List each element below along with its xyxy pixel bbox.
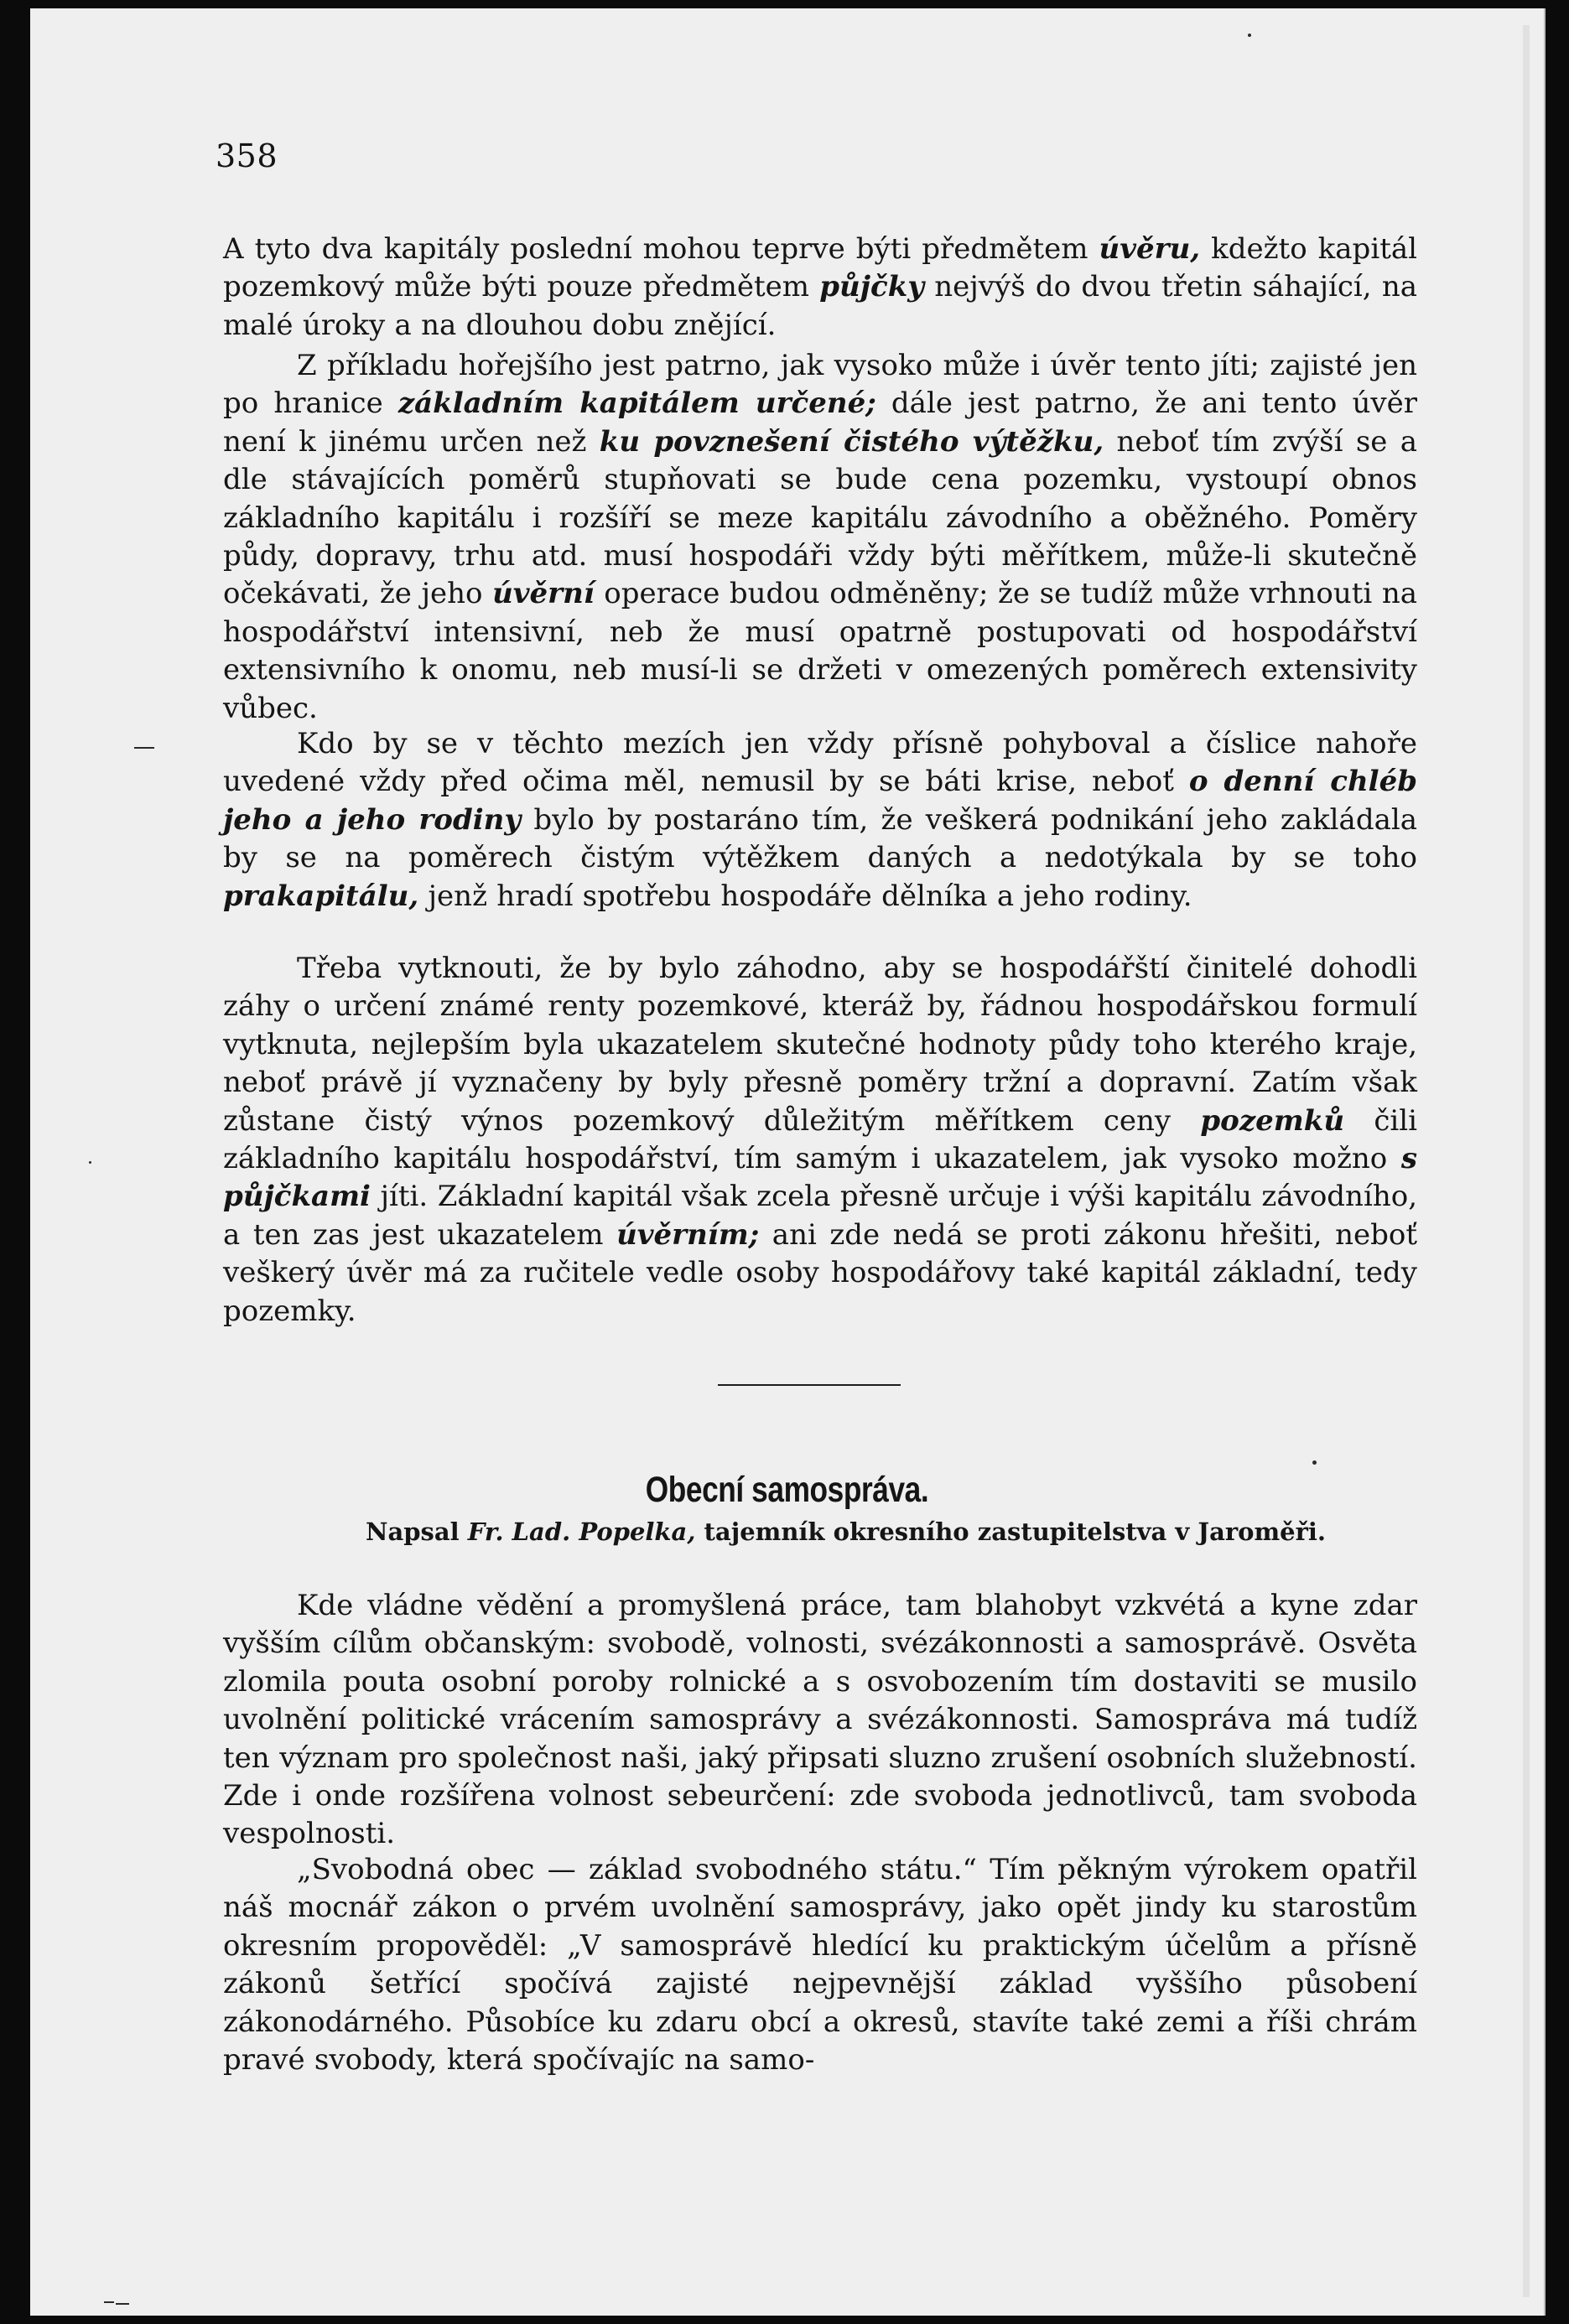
paragraph-2-text-4: operace budou odměněny; že se tudíž může vrhnouti na hospodářství intensivní, neb že musí opatrně postupovati od hospodářství extensivního k onomu, neb musí-li se držeti v omezených poměrech extensivity vůbec. bbox=[223, 577, 1417, 725]
margin-mark bbox=[134, 747, 154, 749]
byline-author: Fr. Lad. Popelka, bbox=[467, 1517, 696, 1546]
paragraph-2-text-2: dále jest patrno, že ani tento úvěr není k jinému určen než bbox=[223, 386, 1417, 459]
paragraph-4-emphasis-1: pozemků bbox=[1200, 1103, 1345, 1138]
paragraph-4-emphasis-2: s půjčkami bbox=[223, 1142, 1417, 1214]
paragraph-3-emphasis-1: o denní chléb jeho a jeho rodiny bbox=[223, 765, 1417, 837]
paragraph-1-emphasis-2: půjčky bbox=[819, 270, 925, 304]
paragraph-6: „Svobodná obec — základ svobodného státu.“ Tím pěkným výrokem opatřil náš mocnář zákon o prvém uvolnění samosprávy, jako opět jindy ku starostům okresním propověděl: „V samosprávě hledící ku praktickým účelům a přísně zákonů šetřící spočívá zajisté nejpevnější základ vyššího působení zákonodárného. Působíce ku zdaru obcí a okresů, stavíte také zemi a říši chrám pravé svobody, která spočívajíc na samo- bbox=[223, 1853, 1417, 2078]
paragraph-3-text-3: jenž hradí spotřebu hospodáře dělníka a jeho rodiny. bbox=[418, 879, 1192, 913]
paragraph-4-text-1: Třeba vytknouti, že by bylo záhodno, aby se hospodářští činitelé dohodli záhy o určení známé renty pozemkové, kteráž by, řádnou hospodářskou formulí vytknuta, nejlepším byla ukazatelem skutečné hodnoty půdy toho kterého kraje, neboť právě jí vyznačeny by byly přesně poměry tržní a dopravní. Zatím však zůstane čistý výnos pozemkový důležitým měřítkem ceny bbox=[223, 952, 1417, 1138]
paragraph-5: Kde vládne vědění a promyšlená práce, tam blahobyt vzkvétá a kyne zdar vyšším cílům občanským: svobodě, volnosti, svézákonnosti a samosprávě. Osvěta zlomila pouta osobní poroby rolnické a s osvobozením tím dostaviti se musilo uvolnění politické vrácením samosprávy a svézákonnosti. Samospráva má tudíž ten význam pro společnost naši, jaký připsati sluzno zrušení osobních služebností. Zde i onde rozšířena volnost sebeurčení: zde svoboda jednotlivců, tam svoboda vespolnosti. bbox=[223, 1589, 1417, 1851]
scan-smudge bbox=[104, 2301, 114, 2303]
paragraph-4-text-4: ani zde nedá se proti zákonu hřešiti, neboť veškerý úvěr má za ručitele vedle osoby hospodářovy také kapitál základní, tedy pozemky. bbox=[223, 1217, 1417, 1328]
paragraph-3-text-1: Kdo by se v těchto mezích jen vždy přísně pohyboval a číslice nahoře uvedené vždy před očima měl, nemusil by se báti krise, neboť bbox=[223, 727, 1417, 799]
byline-prefix: Napsal bbox=[365, 1517, 468, 1546]
scan-edge bbox=[1523, 25, 1530, 2297]
paragraph-1-text-2: kdežto kapitál pozemkový může býti pouze předmětem bbox=[223, 232, 1417, 304]
paragraph-4-emphasis-3: úvěrním; bbox=[616, 1217, 760, 1252]
paragraph-2-emphasis-2: ku povznešení čistého výtěžku, bbox=[599, 424, 1104, 459]
scan-speck bbox=[1248, 34, 1251, 37]
paragraph-2-emphasis-1: základním kapitálem určené; bbox=[397, 386, 876, 421]
paragraph-4-text-2: čili základního kapitálu hospodářství, tím samým i ukazatelem, jak vysoko možno bbox=[223, 1103, 1417, 1176]
scan-smudge bbox=[116, 2303, 129, 2305]
paragraph-3 bbox=[223, 725, 1417, 916]
paragraph-2-emphasis-3: úvěrní bbox=[492, 577, 595, 611]
paragraph-3-text-2: bylo by postaráno tím, že veškerá podnikání jeho zakládala by se na poměrech čistým výtěžkem daných a nedotýkala by se toho bbox=[223, 802, 1417, 875]
paragraph-2 bbox=[223, 347, 1417, 728]
paragraph-4-text-3: jíti. Základní kapitál však zcela přesně určuje i výši kapitálu závodního, a ten zas jest ukazatelem bbox=[223, 1180, 1417, 1252]
scan-speck bbox=[1312, 1460, 1317, 1465]
scan-speck bbox=[89, 1161, 91, 1164]
paragraph-1-emphasis-1: úvěru, bbox=[1099, 232, 1201, 266]
paragraph-2-text-1: Z příkladu hořejšího jest patrno, jak vysoko může i úvěr tento jíti; zajisté jen po hranice bbox=[223, 349, 1417, 421]
byline-role: tajemník okresního zastupitelstva v Jaroměři. bbox=[695, 1517, 1327, 1546]
article-title: Obecní samospráva. bbox=[645, 1469, 929, 1510]
article-byline bbox=[299, 1517, 1393, 1547]
paragraph-1 bbox=[223, 231, 1417, 345]
scanned-page bbox=[30, 8, 1546, 2316]
paragraph-3-emphasis-2: prakapitálu, bbox=[223, 879, 419, 913]
paragraph-2-text-3: neboť tím zvýší se a dle stávajících poměrů stupňovati se bude cena pozemku, vystoupí obnos základního kapitálu i rozšíří se meze kapitálu závodního a oběžného. Poměry půdy, dopravy, trhu atd. musí hospodáři vždy býti měřítkem, může-li skutečně očekávati, že jeho bbox=[223, 424, 1418, 611]
paragraph-4 bbox=[223, 950, 1417, 1331]
paragraph-1-text-1: A tyto dva kapitály poslední mohou teprve býti předmětem bbox=[223, 232, 1099, 266]
section-separator bbox=[718, 1384, 901, 1386]
paragraph-1-text-3: nejvýš do dvou třetin sáhající, na malé úroky a na dlouhou dobu znějící. bbox=[223, 270, 1417, 342]
page-number: 358 bbox=[216, 137, 278, 174]
